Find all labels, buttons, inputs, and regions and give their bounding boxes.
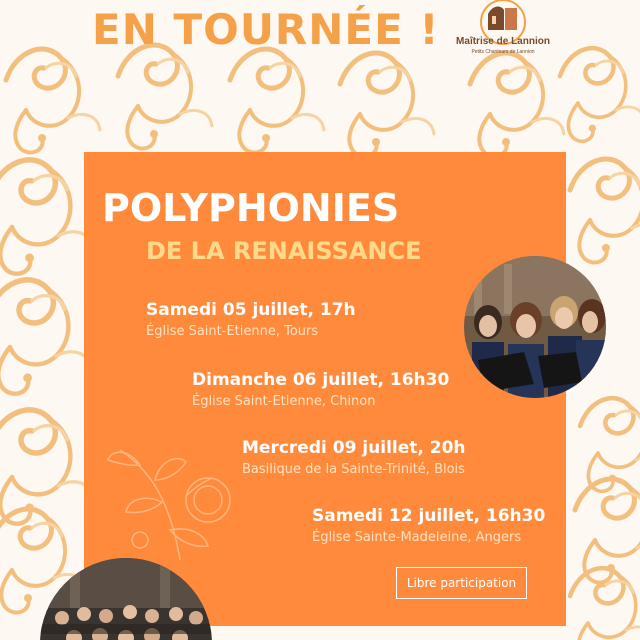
event-2-place: Église Saint-Etienne, Chinon <box>192 394 376 409</box>
poster-subtitle: DE LA RENAISSANCE <box>146 237 422 265</box>
event-4-date: Samedi 12 juillet, 16h30 <box>312 506 546 526</box>
chapel-logo-icon <box>448 0 558 66</box>
choir-photo <box>464 256 606 398</box>
page-headline: EN TOURNÉE ! <box>92 5 440 54</box>
event-4-place: Église Sainte-Madeleine, Angers <box>312 530 522 545</box>
logo-subtitle: Petits Chanteurs de Lannion <box>471 49 535 55</box>
event-3-place: Basilique de la Sainte-Trinité, Blois <box>242 462 465 477</box>
event-1-date: Samedi 05 juillet, 17h <box>146 300 356 320</box>
logo-name: Maîtrise de Lannion <box>456 36 550 47</box>
free-participation-button[interactable]: Libre participation <box>396 567 527 599</box>
poster-title: POLYPHONIES <box>102 186 400 230</box>
event-2-date: Dimanche 06 juillet, 16h30 <box>192 370 450 390</box>
event-1-place: Église Saint-Etienne, Tours <box>146 324 319 339</box>
event-3-date: Mercredi 09 juillet, 20h <box>242 438 466 458</box>
orange-branch-icon <box>100 430 250 570</box>
